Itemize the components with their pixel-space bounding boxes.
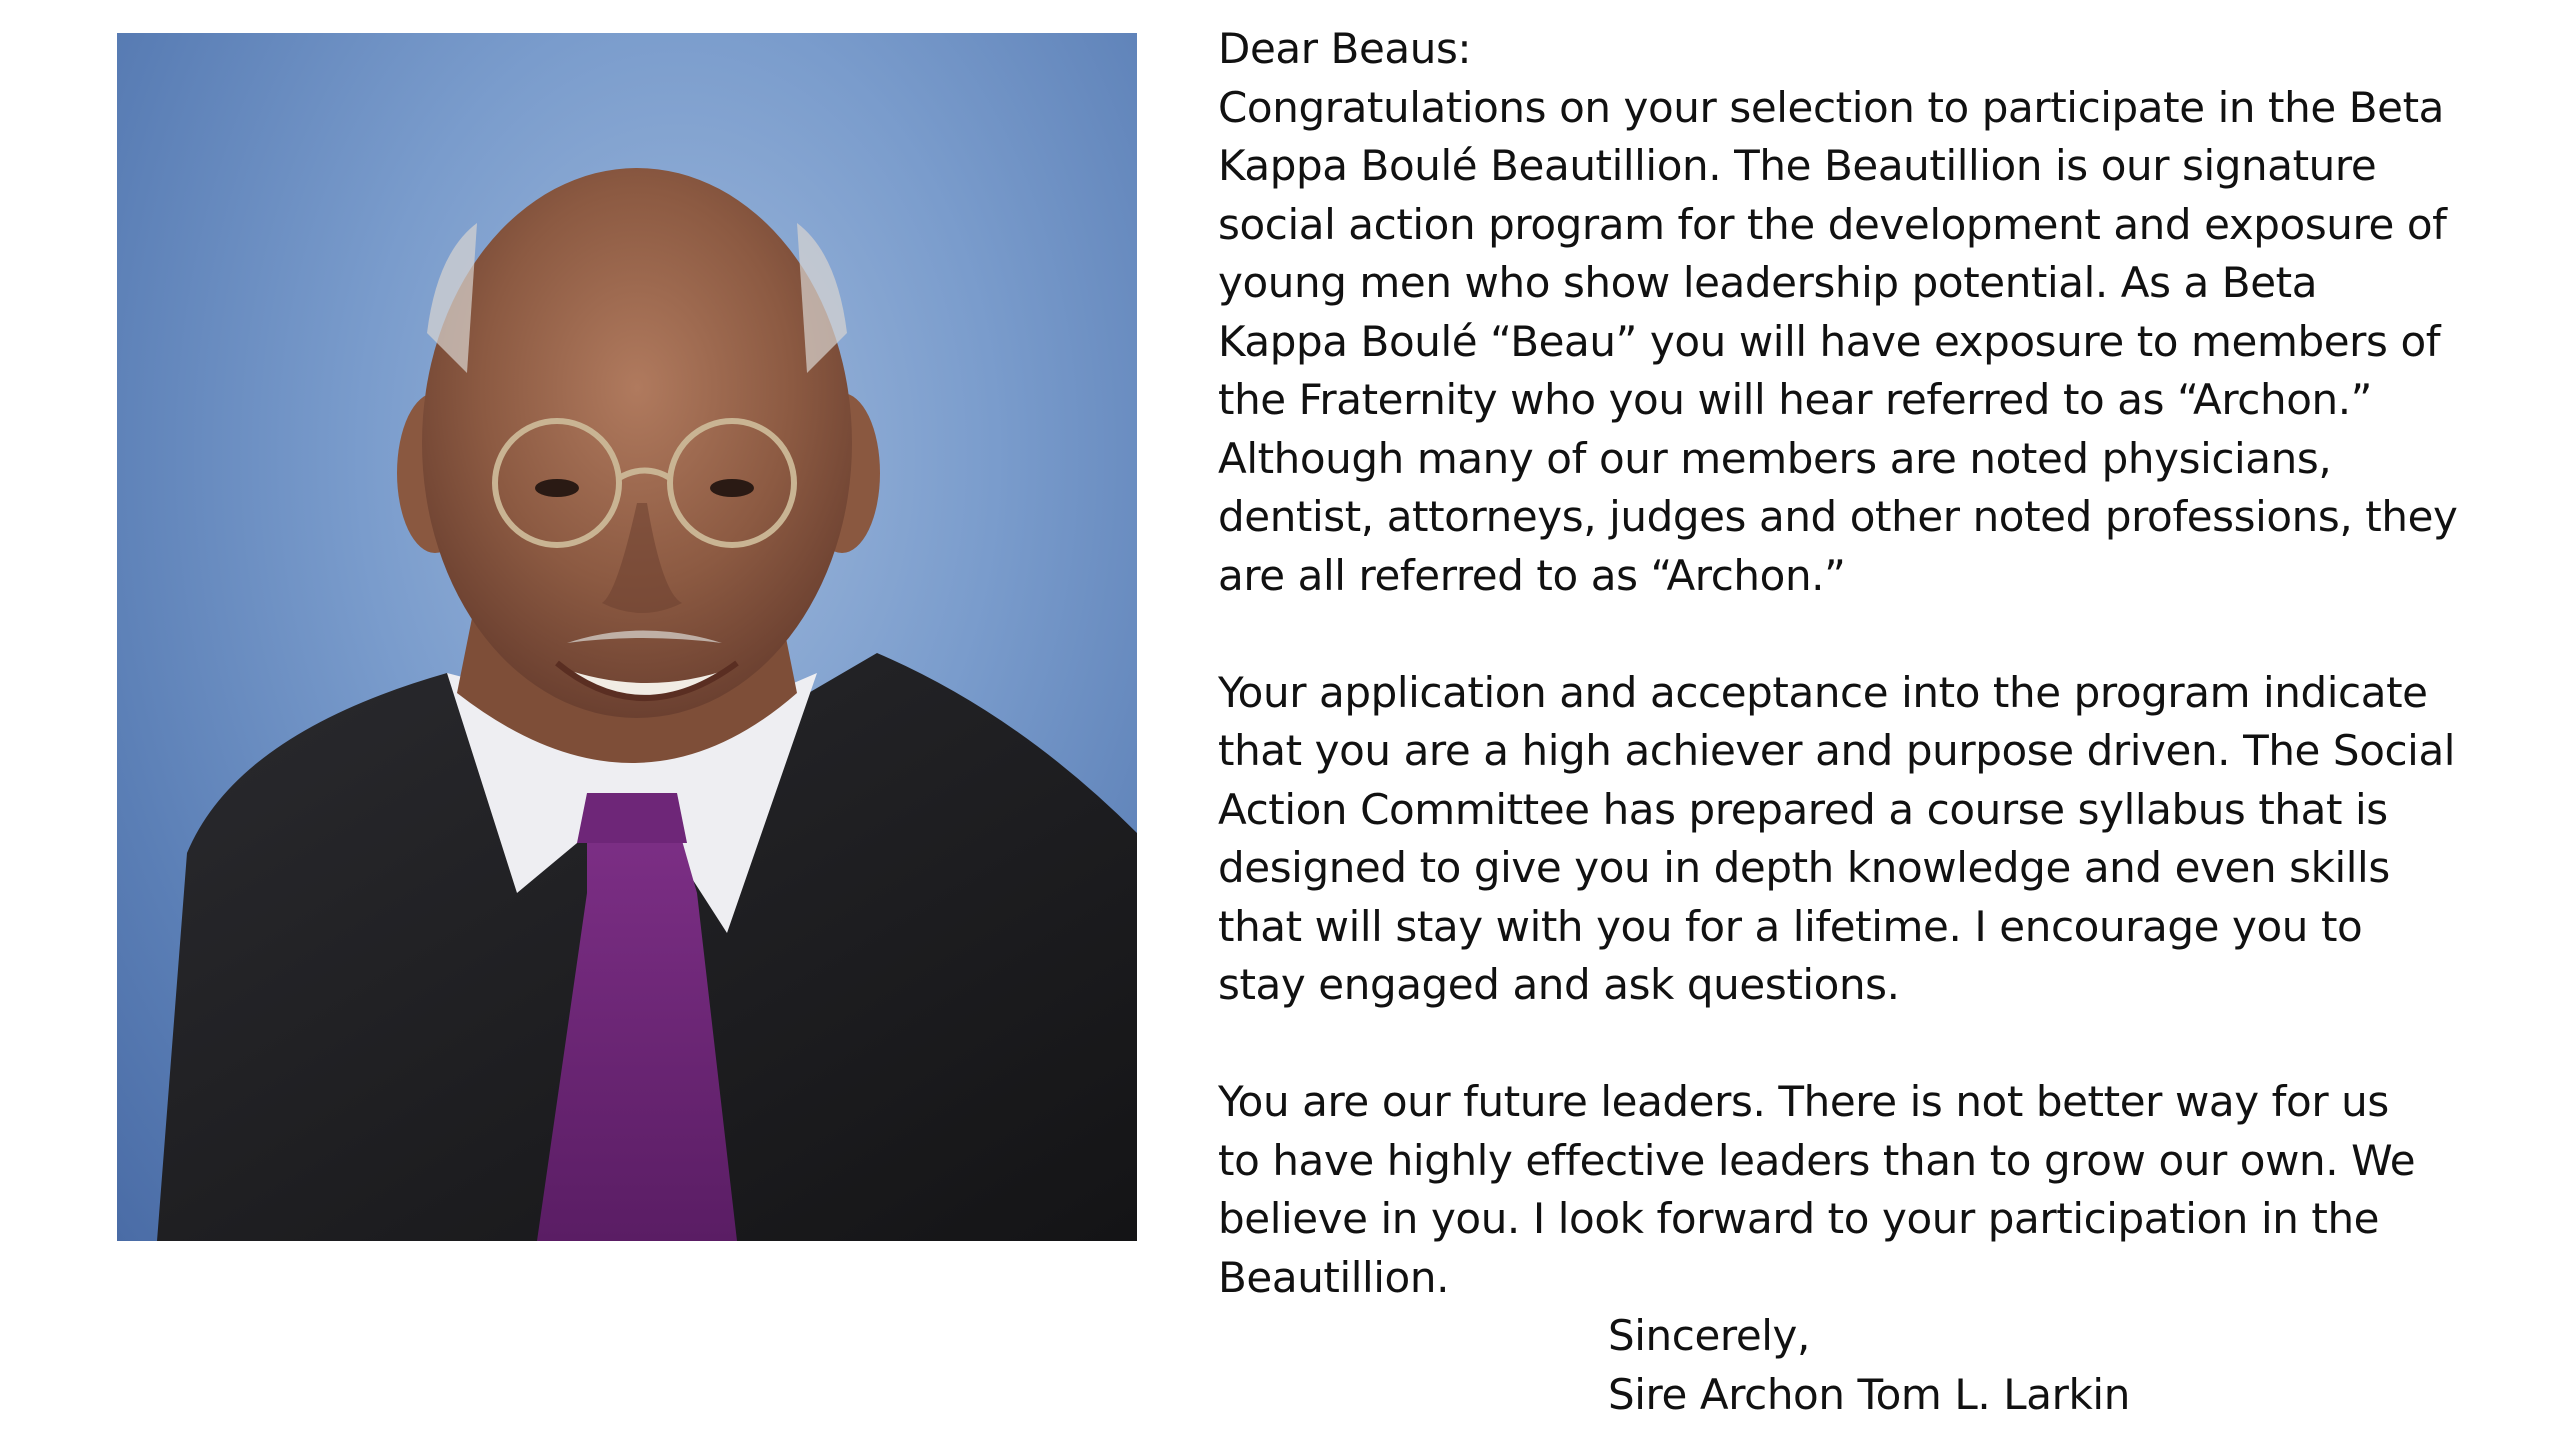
letter-line: Action Committee has prepared a course syllabus that is <box>1218 784 2388 834</box>
salutation: Dear Beaus: <box>1218 24 1472 73</box>
letter-line: Kappa Boulé Beautillion. The Beautillion is our signature <box>1218 141 2377 190</box>
letter-line: that you are a high achiever and purpose driven. The Social <box>1218 726 2456 775</box>
paragraph-congratulations <box>1218 79 2508 606</box>
letter-line: Your application and acceptance into the program indicate <box>1218 667 2428 717</box>
paragraph-future-leaders <box>1218 1073 2508 1307</box>
letter <box>1218 20 2508 1424</box>
signer-name: Sire Archon Tom L. Larkin <box>1608 1369 2130 1419</box>
letter-line: designed to give you in depth knowledge and even skills <box>1218 843 2390 892</box>
signature-block <box>1218 1307 2508 1424</box>
letter-line: young men who show leadership potential. As a Beta <box>1218 258 2318 307</box>
portrait-photo <box>117 33 1137 1241</box>
paragraph-application <box>1218 664 2508 1015</box>
letter-line: to have highly effective leaders than to grow our own. We <box>1218 1135 2416 1185</box>
paragraph-gap <box>1218 1015 2508 1074</box>
letter-line: Although many of our members are noted physicians, <box>1218 433 2332 483</box>
letter-line: You are our future leaders. There is not better way for us <box>1218 1077 2389 1126</box>
letter-line: social action program for the development and exposure of <box>1218 199 2447 249</box>
letter-line: the Fraternity who you will hear referred to as “Archon.” <box>1218 375 2373 424</box>
closing: Sincerely, <box>1608 1311 1810 1360</box>
letter-line: Kappa Boulé “Beau” you will have exposure to members of <box>1218 316 2441 366</box>
letter-line: Congratulations on your selection to participate in the Beta <box>1218 82 2444 132</box>
letter-line: stay engaged and ask questions. <box>1218 960 1900 1009</box>
letter-line: that will stay with you for a lifetime. I encourage you to <box>1218 901 2363 951</box>
letter-line: dentist, attorneys, judges and other noted professions, they <box>1218 492 2458 541</box>
letter-line: are all referred to as “Archon.” <box>1218 550 1846 600</box>
letter-line: Beautillion. <box>1218 1252 1450 1302</box>
portrait-illustration <box>117 33 1137 1241</box>
paragraph-gap <box>1218 605 2508 664</box>
letter-line: believe in you. I look forward to your participation in the <box>1218 1194 2380 1243</box>
